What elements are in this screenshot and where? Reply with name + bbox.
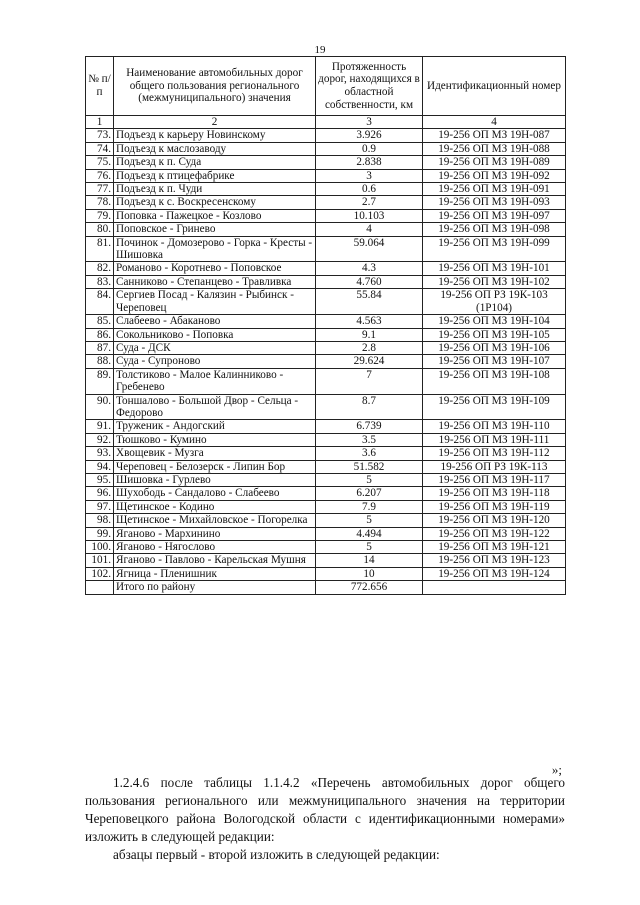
id-number-cell: 19-256 ОП МЗ 19Н-124 [423,567,566,580]
row-number-cell: 90. [86,394,114,420]
table-row [86,236,566,262]
length-cell: 4 [316,223,423,236]
header-id-number: Идентификационный номер [423,57,566,116]
row-number-cell: 95. [86,473,114,486]
road-name-cell: Толстиково - Малое Калинниково - Гребенево [114,368,316,394]
length-cell: 7 [316,368,423,394]
length-cell: 2.7 [316,196,423,209]
table-row [86,129,566,142]
road-name-cell: Шишовка - Гурлево [114,473,316,486]
road-name-cell: Суда - Супроново [114,355,316,368]
row-number-cell: 87. [86,341,114,354]
id-number-cell: 19-256 ОП МЗ 19Н-102 [423,275,566,288]
length-cell: 3.926 [316,129,423,142]
id-number-cell: 19-256 ОП МЗ 19Н-099 [423,236,566,262]
id-number-cell: 19-256 ОП МЗ 19Н-091 [423,183,566,196]
length-cell: 29.624 [316,355,423,368]
road-name-cell: Подъезд к п. Чуди [114,183,316,196]
road-name-cell: Сергиев Посад - Калязин - Рыбинск - Череповец [114,289,316,315]
id-number-cell: 19-256 ОП МЗ 19Н-122 [423,527,566,540]
length-cell: 2.8 [316,341,423,354]
length-cell: 10 [316,567,423,580]
row-number-cell: 84. [86,289,114,315]
table-row [86,315,566,328]
total-empty-cell [423,581,566,594]
row-number-cell: 73. [86,129,114,142]
table-row [86,289,566,315]
header-number: № п/п [86,57,114,116]
row-number-cell: 81. [86,236,114,262]
length-cell: 51.582 [316,460,423,473]
length-cell: 10.103 [316,209,423,222]
total-label: Итого по району [114,581,316,594]
id-number-cell: 19-256 ОП РЗ 19К-113 [423,460,566,473]
row-number-cell: 93. [86,447,114,460]
header-road-name: Наименование автомобильных дорог общего пользования регионального (межмуниципального) значения [114,57,316,116]
column-number: 4 [423,116,566,129]
table-row [86,473,566,486]
row-number-cell: 97. [86,500,114,513]
id-number-cell: 19-256 ОП МЗ 19Н-104 [423,315,566,328]
road-name-cell: Шухободь - Сандалово - Слабеево [114,487,316,500]
length-cell: 4.494 [316,527,423,540]
table-header-row [86,57,566,116]
road-name-cell: Ягница - Пленишник [114,567,316,580]
road-name-cell: Тоншалово - Большой Двор - Сельца - Федорово [114,394,316,420]
table-row [86,433,566,446]
id-number-cell: 19-256 ОП МЗ 19Н-101 [423,262,566,275]
id-number-cell: 19-256 ОП МЗ 19Н-108 [423,368,566,394]
row-number-cell: 98. [86,514,114,527]
id-number-cell: 19-256 ОП МЗ 19Н-105 [423,328,566,341]
length-cell: 3.5 [316,433,423,446]
row-number-cell: 85. [86,315,114,328]
length-cell: 55.84 [316,289,423,315]
page-number: 19 [314,44,326,56]
row-number-cell: 100. [86,541,114,554]
length-cell: 6.739 [316,420,423,433]
table-row [86,142,566,155]
table-row [86,341,566,354]
road-name-cell: Подъезд к с. Воскресенскому [114,196,316,209]
length-cell: 3.6 [316,447,423,460]
row-number-cell: 99. [86,527,114,540]
table-row [86,183,566,196]
row-number-cell: 80. [86,223,114,236]
length-cell: 14 [316,554,423,567]
table-row [86,447,566,460]
road-name-cell: Подъезд к п. Суда [114,156,316,169]
road-name-cell: Поповка - Пажецкое - Козлово [114,209,316,222]
length-cell: 8.7 [316,394,423,420]
row-number-cell: 96. [86,487,114,500]
length-cell: 59.064 [316,236,423,262]
road-name-cell: Труженик - Андогский [114,420,316,433]
table-row [86,514,566,527]
id-number-cell: 19-256 ОП МЗ 19Н-110 [423,420,566,433]
row-number-cell: 82. [86,262,114,275]
id-number-cell: 19-256 ОП МЗ 19Н-109 [423,394,566,420]
id-number-cell: 19-256 ОП МЗ 19Н-098 [423,223,566,236]
length-cell: 4.760 [316,275,423,288]
length-cell: 5 [316,514,423,527]
road-name-cell: Тюшково - Кумино [114,433,316,446]
table-row [86,368,566,394]
table-row [86,355,566,368]
road-name-cell: Щетинское - Михайловское - Погорелка [114,514,316,527]
table-row [86,460,566,473]
table-row [86,554,566,567]
paragraph-amendment: 1.2.4.6 после таблицы 1.1.4.2 «Перечень автомобильных дорог общего пользования регионального или межмуниципального значения на территории Череповецкого района Вологодской области с идентификационными номерами» изложить в следующей редакции: [85,775,565,844]
total-empty-cell [86,581,114,594]
table-row [86,223,566,236]
road-name-cell: Подъезд к маслозаводу [114,142,316,155]
id-number-cell: 19-256 ОП МЗ 19Н-119 [423,500,566,513]
row-number-cell: 86. [86,328,114,341]
road-name-cell: Сокольниково - Поповка [114,328,316,341]
id-number-cell: 19-256 ОП МЗ 19Н-120 [423,514,566,527]
id-number-cell: 19-256 ОП МЗ 19Н-087 [423,129,566,142]
id-number-cell: 19-256 ОП МЗ 19Н-089 [423,156,566,169]
table-row [86,541,566,554]
row-number-cell: 88. [86,355,114,368]
road-name-cell: Романово - Коротнево - Поповское [114,262,316,275]
row-number-cell: 92. [86,433,114,446]
table-row [86,328,566,341]
row-number-cell: 79. [86,209,114,222]
row-number-cell: 102. [86,567,114,580]
total-row [86,581,566,594]
road-name-cell: Яганово - Нягослово [114,541,316,554]
id-number-cell: 19-256 ОП МЗ 19Н-097 [423,209,566,222]
length-cell: 7.9 [316,500,423,513]
row-number-cell: 76. [86,169,114,182]
row-number-cell: 83. [86,275,114,288]
length-cell: 2.838 [316,156,423,169]
id-number-cell: 19-256 ОП МЗ 19Н-111 [423,433,566,446]
table-row [86,262,566,275]
row-number-cell: 78. [86,196,114,209]
row-number-cell: 91. [86,420,114,433]
row-number-cell: 75. [86,156,114,169]
length-cell: 0.9 [316,142,423,155]
table-row [86,209,566,222]
row-number-cell: 74. [86,142,114,155]
paragraph-instruction: абзацы первый - второй изложить в следующей редакции: [113,847,440,862]
length-cell: 9.1 [316,328,423,341]
road-name-cell: Суда - ДСК [114,341,316,354]
row-number-cell: 77. [86,183,114,196]
table-row [86,156,566,169]
column-numbers-row [86,116,566,129]
table-row [86,196,566,209]
table-row [86,527,566,540]
column-number: 1 [86,116,114,129]
total-value: 772.656 [316,581,423,594]
table-body [86,129,566,581]
id-number-cell: 19-256 ОП МЗ 19Н-117 [423,473,566,486]
table-row [86,567,566,580]
table-row [86,394,566,420]
table-row [86,500,566,513]
road-name-cell: Череповец - Белозерск - Липин Бор [114,460,316,473]
quote-end: »; [551,762,562,777]
road-name-cell: Поповское - Гринево [114,223,316,236]
length-cell: 0.6 [316,183,423,196]
table-row [86,275,566,288]
length-cell: 5 [316,473,423,486]
road-name-cell: Подъезд к карьеру Новинскому [114,129,316,142]
table-row [86,420,566,433]
id-number-cell: 19-256 ОП МЗ 19Н-107 [423,355,566,368]
id-number-cell: 19-256 ОП МЗ 19Н-121 [423,541,566,554]
table-row [86,169,566,182]
id-number-cell: 19-256 ОП МЗ 19Н-112 [423,447,566,460]
id-number-cell: 19-256 ОП МЗ 19Н-123 [423,554,566,567]
road-name-cell: Санниково - Степанцево - Травливка [114,275,316,288]
length-cell: 6.207 [316,487,423,500]
road-name-cell: Подъезд к птицефабрике [114,169,316,182]
road-name-cell: Починок - Домозерово - Горка - Кресты - Шишовка [114,236,316,262]
column-number: 2 [114,116,316,129]
length-cell: 4.563 [316,315,423,328]
id-number-cell: 19-256 ОП МЗ 19Н-092 [423,169,566,182]
row-number-cell: 101. [86,554,114,567]
header-length: Протяженность дорог, находящихся в областной собственности, км [316,57,423,116]
road-name-cell: Слабеево - Абаканово [114,315,316,328]
id-number-cell: 19-256 ОП МЗ 19Н-118 [423,487,566,500]
road-name-cell: Щетинское - Кодино [114,500,316,513]
road-name-cell: Хвощевик - Музга [114,447,316,460]
row-number-cell: 94. [86,460,114,473]
table-row [86,487,566,500]
id-number-cell: 19-256 ОП РЗ 19К-103 (1Р104) [423,289,566,315]
id-number-cell: 19-256 ОП МЗ 19Н-106 [423,341,566,354]
road-name-cell: Яганово - Мархинино [114,527,316,540]
length-cell: 3 [316,169,423,182]
row-number-cell: 89. [86,368,114,394]
id-number-cell: 19-256 ОП МЗ 19Н-088 [423,142,566,155]
column-number: 3 [316,116,423,129]
road-name-cell: Яганово - Павлово - Карельская Мушня [114,554,316,567]
id-number-cell: 19-256 ОП МЗ 19Н-093 [423,196,566,209]
length-cell: 5 [316,541,423,554]
roads-table [85,56,566,595]
length-cell: 4.3 [316,262,423,275]
